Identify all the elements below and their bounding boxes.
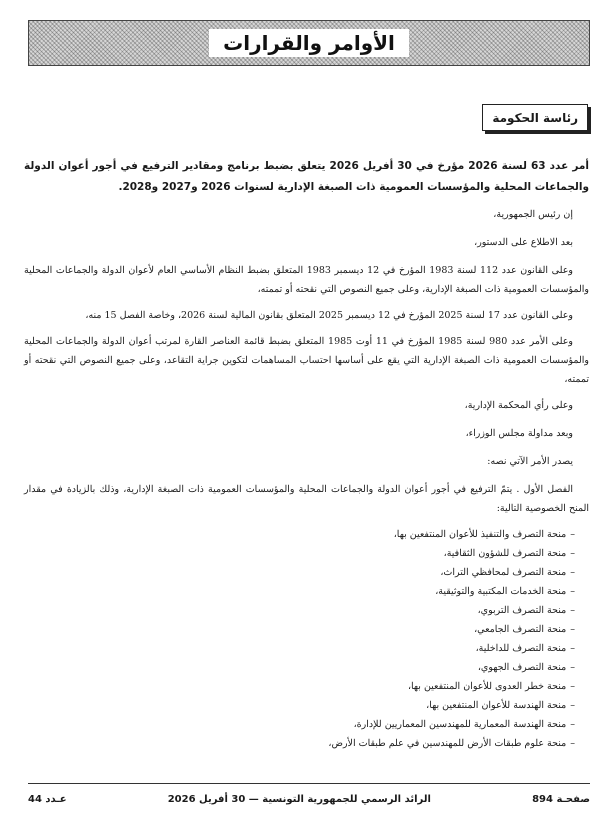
list-item-text: منحة التصرف للداخلية، [475,643,567,654]
list-item-text: منحة خطر العدوى للأعوان المنتفعين بها، [407,681,567,692]
list-dash: – [570,738,575,749]
list-dash: – [570,605,575,616]
list-item [24,696,575,715]
list-dash: – [570,624,575,635]
list-dash: – [570,548,575,559]
paragraph: بعد الاطلاع على الدستور، [474,237,573,248]
footer-divider [28,783,590,784]
list-item [24,525,575,544]
paragraph: وبعد مداولة مجلس الوزراء، [465,428,573,439]
list-item [24,582,575,601]
list-dash: – [570,700,575,711]
section-banner [28,20,590,66]
list-item [24,601,575,620]
paragraph-article-one: الفصل الأول . يتمّ الترفيع في أجور أعوان الدولة والجماعات المحلية والمؤسسات العمومية ذات الصبغة الإدارية، وذلك بالزيادة في مقدار المنح الخصوصية التالية: [24,484,589,514]
list-item-text: منحة التصرف الجهوي، [477,662,567,673]
paragraph: وعلى القانون عدد 17 لسنة 2025 المؤرخ في 12 ديسمبر 2025 المتعلق بقانون المالية لسنة 2026، وخاصة الفصل 15 منه، [85,310,573,321]
list-dash: – [570,643,575,654]
list-item-text: منحة التصرف للشؤون الثقافية، [443,548,567,559]
list-item [24,677,575,696]
list-item-text: منحة التصرف لمحافظي التراث، [440,567,567,578]
paragraph: وعلى رأي المحكمة الإدارية، [464,400,573,411]
list-item-text: منحة الخدمات المكتبية والتوثيقية، [435,586,567,597]
list-item-text: منحة التصرف التربوي، [477,605,567,616]
list-item [24,620,575,639]
list-dash: – [570,662,575,673]
list-item-text: منحة علوم طبقات الأرض للمهندسين في علم طبقات الأرض، [328,738,567,749]
list-item [24,715,575,734]
allowance-list [24,525,575,753]
list-dash: – [570,681,575,692]
page-number: صفحـة 894 [532,793,590,805]
issue-number: عـدد 44 [28,793,67,805]
page-footer [28,789,590,809]
list-item [24,563,575,582]
journal-title-date: الرائد الرسمي للجمهورية التونسية — 30 أفريل 2026 [167,793,431,805]
paragraph: وعلى القانون عدد 112 لسنة 1983 المؤرخ في 12 ديسمبر 1983 المتعلق بضبط النظام الأساسي العام لأعوان الدولة والجماعات المحلية والمؤسسات العمومية ذات الصبغة الإدارية، وعلى جميع النصوص التي نقحته أو تممته، [24,265,589,295]
list-item-text: منحة الهندسة للأعوان المنتفعين بها، [426,700,567,711]
banner-title: الأوامر والقرارات [209,29,409,57]
paragraph: إن رئيس الجمهورية، [493,209,573,220]
issuing-authority-box [482,104,588,131]
list-dash: – [570,719,575,730]
list-item-text: منحة التصرف الجامعي، [474,624,567,635]
decree-heading: أمر عدد 63 لسنة 2026 مؤرخ في 30 أفريل 2026 يتعلق بضبط برنامج ومقادير الترفيع في أجور أعوان الدولة والجماعات المحلية والمؤسسات العمومية ذات الصبغة الإدارية لسنوات 2026 و2027 و2028. [24,160,589,193]
list-dash: – [570,586,575,597]
list-item [24,658,575,677]
list-item-text: منحة الهندسة المعمارية للمهندسين المعماريين للإدارة، [353,719,567,730]
paragraph: وعلى الأمر عدد 980 لسنة 1985 المؤرخ في 11 أوت 1985 المتعلق بضبط قائمة العناصر القارة لمرتب أعوان الدولة والجماعات المحلية والمؤسسات العمومية ذات الصبغة الإدارية التي يقع على أساسها احتساب المساهمات لتكوين جراية التقاعد، وعلى جميع النصوص التي نقحته أو تممته، [24,336,589,385]
list-item-text: منحة التصرف والتنفيذ للأعوان المنتفعين بها، [393,529,567,540]
list-dash: – [570,567,575,578]
paragraph: يصدر الأمر الآتي نصه: [487,456,573,467]
decree-body [24,156,589,753]
list-item [24,639,575,658]
list-item [24,734,575,753]
issuing-authority-label: رئاسة الحكومة [492,110,578,125]
list-item [24,544,575,563]
list-dash: – [570,529,575,540]
